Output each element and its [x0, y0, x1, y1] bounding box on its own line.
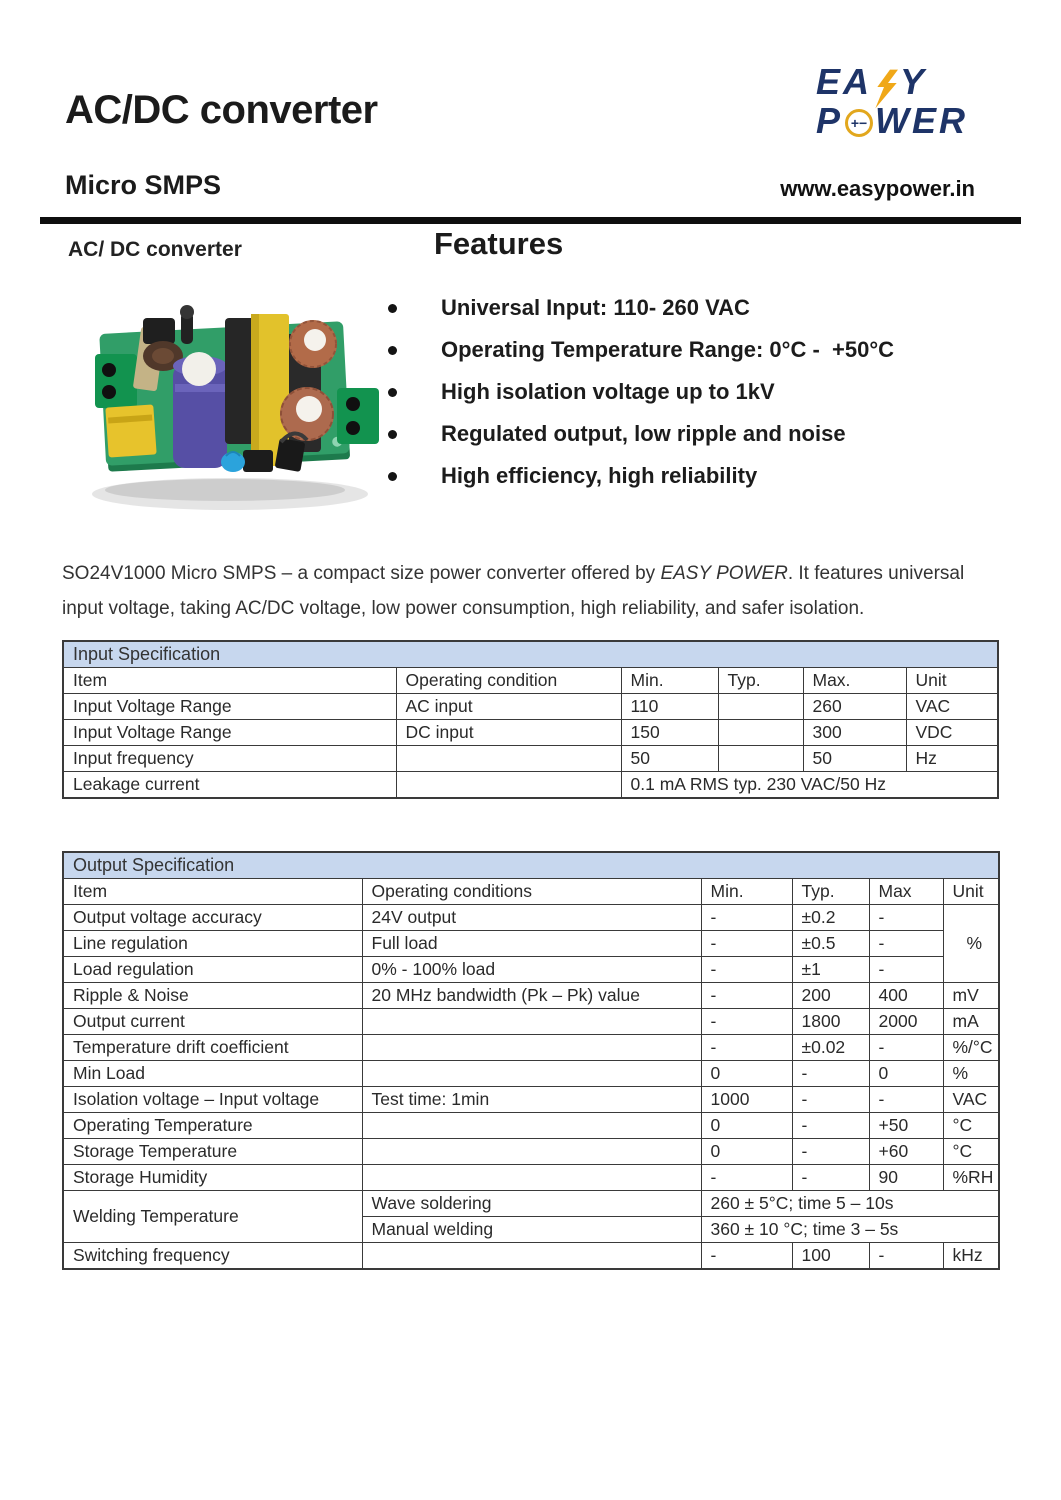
cell-item: Temperature drift coefficient	[63, 1035, 362, 1061]
cell-condition	[396, 746, 621, 772]
cell-min: 0	[701, 1139, 792, 1165]
cell-max: 50	[803, 746, 906, 772]
features-heading: Features	[434, 226, 564, 261]
cell-condition: Test time: 1min	[362, 1087, 701, 1113]
cell-condition: Manual welding	[362, 1217, 701, 1243]
logo-text-p: P	[816, 100, 844, 141]
features-list	[388, 296, 1008, 506]
cell-item: Output voltage accuracy	[63, 905, 362, 931]
cell-typ: ±1	[792, 957, 869, 983]
cell-max: -	[869, 1087, 943, 1113]
cell-typ: ±0.2	[792, 905, 869, 931]
product-description	[62, 556, 978, 626]
cell-typ: 1800	[792, 1009, 869, 1035]
cell-unit: VDC	[906, 720, 998, 746]
cell-condition	[362, 1113, 701, 1139]
cell-item: Input frequency	[63, 746, 396, 772]
cell-min: -	[701, 957, 792, 983]
cell-item: Leakage current	[63, 772, 396, 799]
cell-value-span: 360 ± 10 °C; time 3 – 5s	[701, 1217, 999, 1243]
table-header-row	[63, 879, 999, 905]
bullet-dot	[388, 388, 397, 397]
output-spec-table	[62, 851, 1000, 1270]
cell-max: -	[869, 931, 943, 957]
cell-unit: Hz	[906, 746, 998, 772]
table-row	[63, 1113, 999, 1139]
cell-min: -	[701, 1165, 792, 1191]
cell-condition	[362, 1139, 701, 1165]
cell-unit: VAC	[943, 1087, 999, 1113]
cell-typ: -	[792, 1113, 869, 1139]
col-header-max: Max.	[803, 668, 906, 694]
cell-condition	[362, 1009, 701, 1035]
cell-max: 2000	[869, 1009, 943, 1035]
cell-item: Output current	[63, 1009, 362, 1035]
table-row	[63, 1087, 999, 1113]
cell-typ: 100	[792, 1243, 869, 1270]
cell-value-span: 0.1 mA RMS typ. 230 VAC/50 Hz	[621, 772, 998, 799]
cell-typ: -	[792, 1139, 869, 1165]
cell-typ: 200	[792, 983, 869, 1009]
cell-unit: %	[943, 1061, 999, 1087]
table-row	[63, 1139, 999, 1165]
col-header-typ: Typ.	[792, 879, 869, 905]
product-subtitle: Micro SMPS	[65, 170, 222, 200]
table-header-row	[63, 668, 998, 694]
cell-item-merged: Welding Temperature	[63, 1191, 362, 1243]
cell-condition: 20 MHz bandwidth (Pk – Pk) value	[362, 983, 701, 1009]
website-text: www.easypower.in	[780, 176, 975, 201]
table-row	[63, 905, 999, 931]
table-row	[63, 983, 999, 1009]
cell-typ: ±0.5	[792, 931, 869, 957]
list-item	[388, 380, 1008, 403]
col-header-item: Item	[63, 879, 362, 905]
cell-min: 0	[701, 1061, 792, 1087]
cell-min: -	[701, 1243, 792, 1270]
cell-condition: Full load	[362, 931, 701, 957]
cell-max: 260	[803, 694, 906, 720]
feature-text: High efficiency, high reliability	[441, 463, 758, 488]
cell-condition	[362, 1061, 701, 1087]
cell-unit: %RH	[943, 1165, 999, 1191]
table-row	[63, 1009, 999, 1035]
list-item	[388, 422, 1008, 445]
table-row	[63, 1035, 999, 1061]
cell-typ	[718, 720, 803, 746]
cell-item: Input Voltage Range	[63, 720, 396, 746]
cell-unit: VAC	[906, 694, 998, 720]
logo-line-1	[816, 62, 968, 102]
cell-condition: 0% - 100% load	[362, 957, 701, 983]
col-header-condition: Operating conditions	[362, 879, 701, 905]
cell-typ	[718, 746, 803, 772]
col-header-unit: Unit	[906, 668, 998, 694]
cell-condition: 24V output	[362, 905, 701, 931]
table-row	[63, 1191, 999, 1217]
cell-max: 90	[869, 1165, 943, 1191]
table-row	[63, 1061, 999, 1087]
list-item	[388, 464, 1008, 487]
cell-typ: ±0.02	[792, 1035, 869, 1061]
cell-min: -	[701, 1035, 792, 1061]
col-header-unit: Unit	[943, 879, 999, 905]
list-item	[388, 296, 1008, 319]
col-header-max: Max	[869, 879, 943, 905]
cell-max: 300	[803, 720, 906, 746]
cell-min: -	[701, 983, 792, 1009]
plus-minus-circle-icon: +−	[845, 109, 873, 137]
cell-unit: mV	[943, 983, 999, 1009]
cell-item: Input Voltage Range	[63, 694, 396, 720]
cell-typ	[718, 694, 803, 720]
cell-max: +50	[869, 1113, 943, 1139]
header-divider	[40, 217, 1021, 224]
cell-item: Ripple & Noise	[63, 983, 362, 1009]
cell-min: 1000	[701, 1087, 792, 1113]
cell-item: Operating Temperature	[63, 1113, 362, 1139]
bullet-dot	[388, 304, 397, 313]
cell-unit: °C	[943, 1139, 999, 1165]
table-row	[63, 1243, 999, 1270]
cell-max: 400	[869, 983, 943, 1009]
list-item	[388, 338, 1008, 361]
col-header-item: Item	[63, 668, 396, 694]
table-caption-row	[63, 641, 998, 668]
cell-unit: %/°C	[943, 1035, 999, 1061]
logo-text-ea: EA	[816, 61, 873, 102]
cell-typ: -	[792, 1061, 869, 1087]
cell-min: -	[701, 931, 792, 957]
cell-max: -	[869, 1035, 943, 1061]
cell-min: 150	[621, 720, 718, 746]
table-row	[63, 931, 999, 957]
section-label: AC/ DC converter	[68, 238, 242, 261]
cell-condition: AC input	[396, 694, 621, 720]
cell-condition	[362, 1035, 701, 1061]
cell-condition	[362, 1165, 701, 1191]
cell-item: Storage Humidity	[63, 1165, 362, 1191]
cell-item: Storage Temperature	[63, 1139, 362, 1165]
cell-condition: DC input	[396, 720, 621, 746]
table-row	[63, 772, 998, 799]
table-row	[63, 720, 998, 746]
table-caption: Output Specification	[63, 852, 999, 879]
logo-text-wer: WER	[875, 100, 969, 141]
cell-min: 50	[621, 746, 718, 772]
table-row	[63, 957, 999, 983]
cell-item: Min Load	[63, 1061, 362, 1087]
cell-max: +60	[869, 1139, 943, 1165]
brand-logo	[816, 62, 968, 140]
col-header-typ: Typ.	[718, 668, 803, 694]
bullet-dot	[388, 346, 397, 355]
cell-unit: kHz	[943, 1243, 999, 1270]
cell-item: Load regulation	[63, 957, 362, 983]
feature-text: Universal Input: 110- 260 VAC	[441, 295, 750, 320]
feature-text: High isolation voltage up to 1kV	[441, 379, 775, 404]
lightning-bolt-icon	[874, 69, 898, 109]
feature-text: Operating Temperature Range: 0°C - +50°C	[441, 337, 895, 362]
cell-condition	[362, 1243, 701, 1270]
cell-typ: -	[792, 1087, 869, 1113]
cell-item: Line regulation	[63, 931, 362, 957]
cell-max: -	[869, 1243, 943, 1270]
table-row	[63, 1165, 999, 1191]
cell-item: Switching frequency	[63, 1243, 362, 1270]
col-header-condition: Operating condition	[396, 668, 621, 694]
cell-unit: mA	[943, 1009, 999, 1035]
description-text: . It features universal input voltage, taking AC/DC voltage, low power consumption, high reliability, and safer isolation.	[62, 563, 965, 619]
bullet-dot	[388, 430, 397, 439]
bullet-dot	[388, 472, 397, 481]
cell-min: -	[701, 1009, 792, 1035]
description-text: SO24V1000 Micro SMPS – a compact size power converter offered by	[62, 563, 661, 584]
cell-item: Isolation voltage – Input voltage	[63, 1087, 362, 1113]
page-title: AC/DC converter	[65, 88, 378, 132]
col-header-min: Min.	[621, 668, 718, 694]
cell-condition	[396, 772, 621, 799]
cell-unit-merged: %	[943, 905, 999, 983]
feature-text: Regulated output, low ripple and noise	[441, 421, 846, 446]
cell-max: -	[869, 905, 943, 931]
input-spec-table	[62, 640, 999, 799]
cell-unit: °C	[943, 1113, 999, 1139]
table-caption: Input Specification	[63, 641, 998, 668]
product-photo	[85, 292, 385, 532]
pcb-illustration	[85, 292, 385, 532]
cell-max: 0	[869, 1061, 943, 1087]
table-row	[63, 694, 998, 720]
cell-condition: Wave soldering	[362, 1191, 701, 1217]
table-row	[63, 746, 998, 772]
col-header-min: Min.	[701, 879, 792, 905]
cell-min: 110	[621, 694, 718, 720]
table-caption-row	[63, 852, 999, 879]
cell-min: -	[701, 905, 792, 931]
cell-value-span: 260 ± 5°C; time 5 – 10s	[701, 1191, 999, 1217]
cell-typ: -	[792, 1165, 869, 1191]
brand-name-italic: EASY POWER	[660, 563, 788, 584]
cell-max: -	[869, 957, 943, 983]
cell-min: 0	[701, 1113, 792, 1139]
logo-text-y: Y	[900, 61, 928, 102]
